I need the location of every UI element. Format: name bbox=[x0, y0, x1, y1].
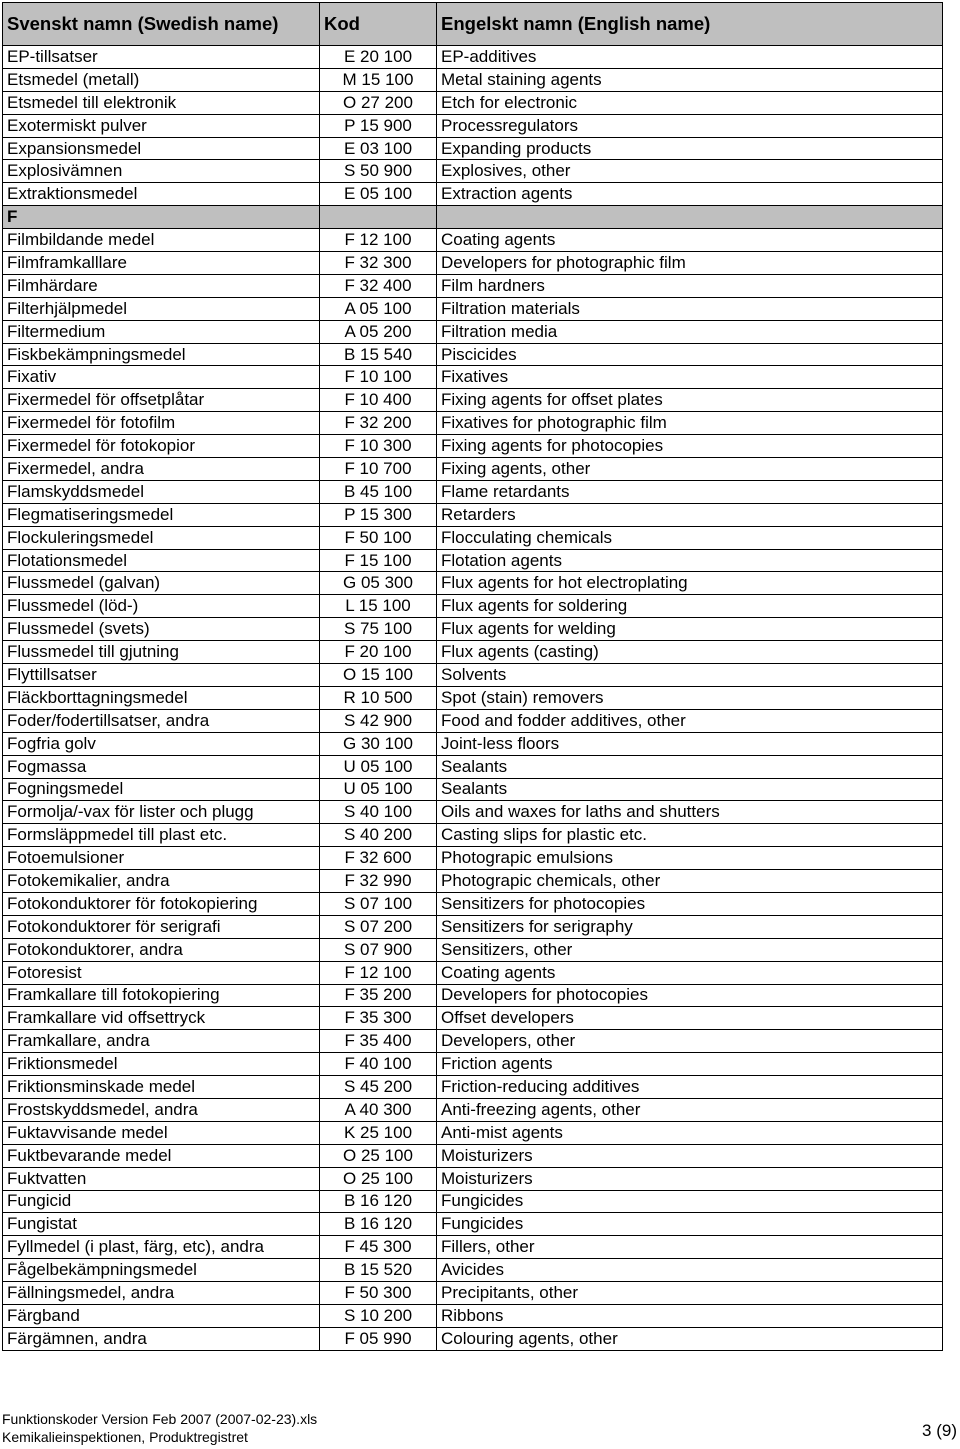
code-cell: S 40 100 bbox=[320, 801, 437, 824]
swedish-name-cell: Fuktbevarande medel bbox=[3, 1144, 320, 1167]
table-row bbox=[3, 641, 943, 664]
page-number: 3 (9) bbox=[922, 1421, 957, 1440]
code-cell: F 10 300 bbox=[320, 435, 437, 458]
english-name-cell: Precipitants, other bbox=[437, 1282, 943, 1305]
code-cell: S 07 100 bbox=[320, 892, 437, 915]
table-row bbox=[3, 435, 943, 458]
swedish-name-cell: Filmbildande medel bbox=[3, 229, 320, 252]
table-row bbox=[3, 870, 943, 893]
code-cell: F 32 600 bbox=[320, 847, 437, 870]
code-cell: F 40 100 bbox=[320, 1053, 437, 1076]
code-cell: F 10 400 bbox=[320, 389, 437, 412]
code-cell: F 10 700 bbox=[320, 458, 437, 481]
table-row bbox=[3, 183, 943, 206]
table-row bbox=[3, 915, 943, 938]
code-cell: F 45 300 bbox=[320, 1236, 437, 1259]
english-name-cell: Flotation agents bbox=[437, 549, 943, 572]
code-cell: K 25 100 bbox=[320, 1121, 437, 1144]
english-name-cell: Retarders bbox=[437, 503, 943, 526]
code-cell: M 15 100 bbox=[320, 68, 437, 91]
swedish-name-cell: Fixermedel för offsetplåtar bbox=[3, 389, 320, 412]
code-cell: O 15 100 bbox=[320, 664, 437, 687]
swedish-name-cell: Exotermiskt pulver bbox=[3, 114, 320, 137]
swedish-name-cell: Fotokonduktorer, andra bbox=[3, 938, 320, 961]
english-name-cell: Friction agents bbox=[437, 1053, 943, 1076]
swedish-name-cell: Formolja/-vax för lister och plugg bbox=[3, 801, 320, 824]
code-cell: S 07 900 bbox=[320, 938, 437, 961]
table-row bbox=[3, 343, 943, 366]
code-cell: S 40 200 bbox=[320, 824, 437, 847]
code-cell: S 50 900 bbox=[320, 160, 437, 183]
swedish-name-cell: Färgband bbox=[3, 1304, 320, 1327]
swedish-name-cell: Etsmedel (metall) bbox=[3, 68, 320, 91]
table-row bbox=[3, 160, 943, 183]
code-cell: F 32 400 bbox=[320, 274, 437, 297]
code-cell: F 12 100 bbox=[320, 961, 437, 984]
code-cell: B 16 120 bbox=[320, 1213, 437, 1236]
english-name-cell: Colouring agents, other bbox=[437, 1327, 943, 1350]
table-row bbox=[3, 1282, 943, 1305]
code-cell: A 40 300 bbox=[320, 1098, 437, 1121]
column-header-english: Engelskt namn (English name) bbox=[437, 3, 943, 46]
table-row bbox=[3, 366, 943, 389]
code-cell: E 03 100 bbox=[320, 137, 437, 160]
swedish-name-cell: Fotokemikalier, andra bbox=[3, 870, 320, 893]
table-row bbox=[3, 1236, 943, 1259]
table-row bbox=[3, 1030, 943, 1053]
function-code-table bbox=[2, 2, 943, 1351]
code-cell: L 15 100 bbox=[320, 595, 437, 618]
code-cell: B 15 520 bbox=[320, 1259, 437, 1282]
code-cell: O 27 200 bbox=[320, 91, 437, 114]
spreadsheet bbox=[2, 2, 942, 1351]
swedish-name-cell: Fotokonduktorer för fotokopiering bbox=[3, 892, 320, 915]
code-cell: O 25 100 bbox=[320, 1167, 437, 1190]
english-name-cell: Oils and waxes for laths and shutters bbox=[437, 801, 943, 824]
table-row bbox=[3, 824, 943, 847]
code-cell: F 50 100 bbox=[320, 526, 437, 549]
table-row bbox=[3, 91, 943, 114]
swedish-name-cell: Framkallare till fotokopiering bbox=[3, 984, 320, 1007]
english-name-cell: Film hardners bbox=[437, 274, 943, 297]
english-name-cell: Flocculating chemicals bbox=[437, 526, 943, 549]
english-name-cell: Ribbons bbox=[437, 1304, 943, 1327]
swedish-name-cell: Fungicid bbox=[3, 1190, 320, 1213]
table-row bbox=[3, 778, 943, 801]
footer-filename: Funktionskoder Version Feb 2007 (2007-02-23).xls bbox=[2, 1411, 318, 1427]
swedish-name-cell: Fogmassa bbox=[3, 755, 320, 778]
english-name-cell: Photograpic chemicals, other bbox=[437, 870, 943, 893]
table-row bbox=[3, 709, 943, 732]
footer bbox=[2, 1410, 317, 1446]
english-name-cell: Fillers, other bbox=[437, 1236, 943, 1259]
table-row bbox=[3, 412, 943, 435]
swedish-name-cell: Färgämnen, andra bbox=[3, 1327, 320, 1350]
code-cell: F 10 100 bbox=[320, 366, 437, 389]
swedish-name-cell: Expansionsmedel bbox=[3, 137, 320, 160]
code-cell: S 42 900 bbox=[320, 709, 437, 732]
english-name-cell: Fixing agents, other bbox=[437, 458, 943, 481]
swedish-name-cell: Fungistat bbox=[3, 1213, 320, 1236]
table-row bbox=[3, 595, 943, 618]
english-name-cell: Sensitizers, other bbox=[437, 938, 943, 961]
code-cell: B 45 100 bbox=[320, 480, 437, 503]
code-cell: S 10 200 bbox=[320, 1304, 437, 1327]
english-name-cell: Fixatives bbox=[437, 366, 943, 389]
table-row bbox=[3, 297, 943, 320]
code-cell: B 16 120 bbox=[320, 1190, 437, 1213]
swedish-name-cell: Flussmedel (svets) bbox=[3, 618, 320, 641]
table-row bbox=[3, 389, 943, 412]
swedish-name-cell: Filtermedium bbox=[3, 320, 320, 343]
swedish-name-cell: Filmframkalllare bbox=[3, 252, 320, 275]
table-row bbox=[3, 1121, 943, 1144]
code-cell: O 25 100 bbox=[320, 1144, 437, 1167]
english-name-cell: Anti-mist agents bbox=[437, 1121, 943, 1144]
code-cell: F 32 990 bbox=[320, 870, 437, 893]
english-name-cell: Fixing agents for offset plates bbox=[437, 389, 943, 412]
table-row bbox=[3, 274, 943, 297]
swedish-name-cell: Friktionsmedel bbox=[3, 1053, 320, 1076]
swedish-name-cell: Fotoresist bbox=[3, 961, 320, 984]
english-name-cell: Developers for photocopies bbox=[437, 984, 943, 1007]
english-name-cell: Filtration media bbox=[437, 320, 943, 343]
swedish-name-cell: EP-tillsatser bbox=[3, 46, 320, 69]
table-row bbox=[3, 1213, 943, 1236]
english-name-cell: Friction-reducing additives bbox=[437, 1076, 943, 1099]
swedish-name-cell: Fuktavvisande medel bbox=[3, 1121, 320, 1144]
header-row bbox=[3, 3, 943, 46]
swedish-name-cell: Filterhjälpmedel bbox=[3, 297, 320, 320]
swedish-name-cell: Fyllmedel (i plast, färg, etc), andra bbox=[3, 1236, 320, 1259]
code-cell: S 07 200 bbox=[320, 915, 437, 938]
english-name-cell: Solvents bbox=[437, 664, 943, 687]
table-row bbox=[3, 252, 943, 275]
table-row bbox=[3, 229, 943, 252]
english-name-cell: Joint-less floors bbox=[437, 732, 943, 755]
english-name-cell: Casting slips for plastic etc. bbox=[437, 824, 943, 847]
code-cell: F 05 990 bbox=[320, 1327, 437, 1350]
table-row bbox=[3, 137, 943, 160]
table-row bbox=[3, 1144, 943, 1167]
column-header-code: Kod bbox=[320, 3, 437, 46]
swedish-name-cell: Flegmatiseringsmedel bbox=[3, 503, 320, 526]
table-row bbox=[3, 68, 943, 91]
swedish-name-cell: Fogningsmedel bbox=[3, 778, 320, 801]
swedish-name-cell: Fällningsmedel, andra bbox=[3, 1282, 320, 1305]
swedish-name-cell: Flotationsmedel bbox=[3, 549, 320, 572]
table-row bbox=[3, 46, 943, 69]
code-cell: F 32 200 bbox=[320, 412, 437, 435]
code-cell: A 05 100 bbox=[320, 297, 437, 320]
swedish-name-cell: Flockuleringsmedel bbox=[3, 526, 320, 549]
table-row bbox=[3, 1259, 943, 1282]
table-row bbox=[3, 549, 943, 572]
column-header-swedish: Svenskt namn (Swedish name) bbox=[3, 3, 320, 46]
swedish-name-cell: Flamskyddsmedel bbox=[3, 480, 320, 503]
table-row bbox=[3, 892, 943, 915]
english-name-cell: Flame retardants bbox=[437, 480, 943, 503]
code-cell: F 35 400 bbox=[320, 1030, 437, 1053]
table-row bbox=[3, 801, 943, 824]
table-body bbox=[3, 46, 943, 1351]
swedish-name-cell: Frostskyddsmedel, andra bbox=[3, 1098, 320, 1121]
english-name-cell: Sensitizers for serigraphy bbox=[437, 915, 943, 938]
table-row bbox=[3, 1053, 943, 1076]
code-cell: F 15 100 bbox=[320, 549, 437, 572]
swedish-name-cell: Formsläppmedel till plast etc. bbox=[3, 824, 320, 847]
code-cell: F 32 300 bbox=[320, 252, 437, 275]
code-cell: S 75 100 bbox=[320, 618, 437, 641]
table-row bbox=[3, 1190, 943, 1213]
table-row bbox=[3, 984, 943, 1007]
english-name-cell: Filtration materials bbox=[437, 297, 943, 320]
english-name-cell: Flux agents (casting) bbox=[437, 641, 943, 664]
english-name-cell: Metal staining agents bbox=[437, 68, 943, 91]
table-row bbox=[3, 1098, 943, 1121]
table-row bbox=[3, 938, 943, 961]
english-name-cell: Fungicides bbox=[437, 1213, 943, 1236]
code-cell: F 12 100 bbox=[320, 229, 437, 252]
swedish-name-cell: Friktionsminskade medel bbox=[3, 1076, 320, 1099]
table-row bbox=[3, 458, 943, 481]
table-row bbox=[3, 503, 943, 526]
code-cell: U 05 100 bbox=[320, 778, 437, 801]
english-name-cell: Sensitizers for photocopies bbox=[437, 892, 943, 915]
table-row bbox=[3, 686, 943, 709]
english-name-cell: Piscicides bbox=[437, 343, 943, 366]
swedish-name-cell: Fläckborttagningsmedel bbox=[3, 686, 320, 709]
english-name-cell: Fixatives for photographic film bbox=[437, 412, 943, 435]
english-name-cell: Etch for electronic bbox=[437, 91, 943, 114]
swedish-name-cell: Fuktvatten bbox=[3, 1167, 320, 1190]
english-name-cell: Fixing agents for photocopies bbox=[437, 435, 943, 458]
code-cell: G 05 300 bbox=[320, 572, 437, 595]
code-cell: F 50 300 bbox=[320, 1282, 437, 1305]
code-cell: R 10 500 bbox=[320, 686, 437, 709]
english-name-cell: Fungicides bbox=[437, 1190, 943, 1213]
english-name-cell: Food and fodder additives, other bbox=[437, 709, 943, 732]
english-name-cell: Expanding products bbox=[437, 137, 943, 160]
code-cell bbox=[320, 206, 437, 229]
table-row bbox=[3, 755, 943, 778]
code-cell: F 35 300 bbox=[320, 1007, 437, 1030]
table-row bbox=[3, 526, 943, 549]
english-name-cell: Flux agents for welding bbox=[437, 618, 943, 641]
swedish-name-cell: Extraktionsmedel bbox=[3, 183, 320, 206]
code-cell: F 20 100 bbox=[320, 641, 437, 664]
table-row bbox=[3, 961, 943, 984]
english-name-cell: Sealants bbox=[437, 755, 943, 778]
swedish-name-cell: Flussmedel till gjutning bbox=[3, 641, 320, 664]
swedish-name-cell: Fogfria golv bbox=[3, 732, 320, 755]
english-name-cell: Sealants bbox=[437, 778, 943, 801]
table-row bbox=[3, 320, 943, 343]
swedish-name-cell: Filmhärdare bbox=[3, 274, 320, 297]
english-name-cell: Moisturizers bbox=[437, 1144, 943, 1167]
english-name-cell: Spot (stain) removers bbox=[437, 686, 943, 709]
english-name-cell: Developers for photographic film bbox=[437, 252, 943, 275]
table-row bbox=[3, 618, 943, 641]
table-row bbox=[3, 1327, 943, 1350]
table-row bbox=[3, 1076, 943, 1099]
code-cell: B 15 540 bbox=[320, 343, 437, 366]
english-name-cell: Extraction agents bbox=[437, 183, 943, 206]
swedish-name-cell: Fixermedel, andra bbox=[3, 458, 320, 481]
code-cell: E 05 100 bbox=[320, 183, 437, 206]
swedish-name-cell: Foder/fodertillsatser, andra bbox=[3, 709, 320, 732]
english-name-cell: Anti-freezing agents, other bbox=[437, 1098, 943, 1121]
swedish-name-cell: Framkallare vid offsettryck bbox=[3, 1007, 320, 1030]
code-cell: P 15 300 bbox=[320, 503, 437, 526]
swedish-name-cell: Etsmedel till elektronik bbox=[3, 91, 320, 114]
section-header-row bbox=[3, 206, 943, 229]
swedish-name-cell: Fotokonduktorer för serigrafi bbox=[3, 915, 320, 938]
swedish-name-cell: Fixermedel för fotofilm bbox=[3, 412, 320, 435]
swedish-name-cell: Explosivämnen bbox=[3, 160, 320, 183]
swedish-name-cell: Fiskbekämpningsmedel bbox=[3, 343, 320, 366]
code-cell: P 15 900 bbox=[320, 114, 437, 137]
table-row bbox=[3, 1167, 943, 1190]
table-row bbox=[3, 1007, 943, 1030]
english-name-cell: Developers, other bbox=[437, 1030, 943, 1053]
english-name-cell: Explosives, other bbox=[437, 160, 943, 183]
english-name-cell: Processregulators bbox=[437, 114, 943, 137]
english-name-cell: Coating agents bbox=[437, 961, 943, 984]
english-name-cell bbox=[437, 206, 943, 229]
english-name-cell: Offset developers bbox=[437, 1007, 943, 1030]
footer-organization: Kemikalieinspektionen, Produktregistret bbox=[2, 1429, 248, 1445]
table-row bbox=[3, 480, 943, 503]
table-row bbox=[3, 732, 943, 755]
table-row bbox=[3, 847, 943, 870]
english-name-cell: Moisturizers bbox=[437, 1167, 943, 1190]
swedish-name-cell: F bbox=[3, 206, 320, 229]
swedish-name-cell: Framkallare, andra bbox=[3, 1030, 320, 1053]
swedish-name-cell: Flyttillsatser bbox=[3, 664, 320, 687]
table-row bbox=[3, 114, 943, 137]
table-row bbox=[3, 572, 943, 595]
english-name-cell: Photograpic emulsions bbox=[437, 847, 943, 870]
english-name-cell: Flux agents for soldering bbox=[437, 595, 943, 618]
code-cell: U 05 100 bbox=[320, 755, 437, 778]
swedish-name-cell: Flussmedel (löd-) bbox=[3, 595, 320, 618]
code-cell: A 05 200 bbox=[320, 320, 437, 343]
swedish-name-cell: Fotoemulsioner bbox=[3, 847, 320, 870]
code-cell: E 20 100 bbox=[320, 46, 437, 69]
english-name-cell: Avicides bbox=[437, 1259, 943, 1282]
swedish-name-cell: Fixativ bbox=[3, 366, 320, 389]
english-name-cell: EP-additives bbox=[437, 46, 943, 69]
code-cell: G 30 100 bbox=[320, 732, 437, 755]
swedish-name-cell: Fixermedel för fotokopior bbox=[3, 435, 320, 458]
code-cell: S 45 200 bbox=[320, 1076, 437, 1099]
code-cell: F 35 200 bbox=[320, 984, 437, 1007]
table-row bbox=[3, 664, 943, 687]
english-name-cell: Flux agents for hot electroplating bbox=[437, 572, 943, 595]
table-row bbox=[3, 1304, 943, 1327]
swedish-name-cell: Fågelbekämpningsmedel bbox=[3, 1259, 320, 1282]
english-name-cell: Coating agents bbox=[437, 229, 943, 252]
swedish-name-cell: Flussmedel (galvan) bbox=[3, 572, 320, 595]
